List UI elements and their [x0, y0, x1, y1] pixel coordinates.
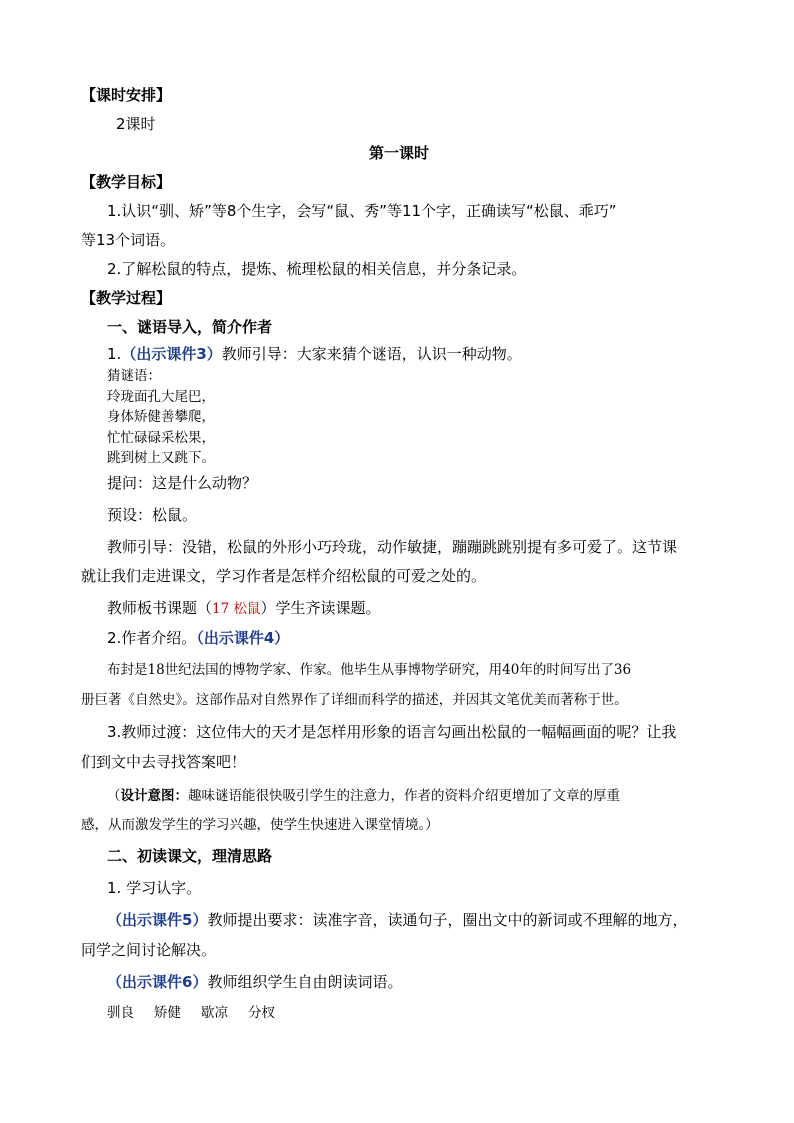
design-text: 趣味谜语能很快吸引学生的注意力，作者的资料介绍更增加了文章的厚重 — [188, 788, 620, 804]
schedule-value: 2课时 — [116, 115, 156, 133]
step-text: 2.作者介绍。 — [107, 629, 197, 647]
goal-item-2: 2.了解松鼠的特点，提炼、梳理松鼠的相关信息，并分条记录。 — [107, 260, 527, 278]
board-post: ）学生齐读课题。 — [260, 599, 381, 617]
author-line-1: 布封是18世纪法国的博物学家、作家。他毕生从事博物学研究，用40年的时间写出了36 — [107, 662, 632, 678]
riddle-line: 猜谜语： — [107, 368, 161, 384]
riddle-line: 身体矫健善攀爬， — [107, 409, 215, 425]
courseware-5-line-1 — [107, 910, 687, 930]
goal-item-1-line-1: 1.认识“驯、矫”等8个生字，会写“鼠、秀”等11个字，正确读写“松鼠、乖巧” — [107, 202, 617, 220]
riddle-line: 跳到树上又跳下。 — [107, 450, 215, 466]
step-number: 1. — [107, 345, 122, 363]
courseware-5-line-2: 同学之间讨论解决。 — [81, 941, 217, 959]
section-1-title: 一、谜语导入，简介作者 — [107, 318, 273, 336]
courseware-5-text: 教师提出要求：读准字音，读通句子，圈出文中的新词或不理解的地方， — [207, 911, 688, 929]
question: 提问：这是什么动物？ — [107, 474, 258, 492]
courseware-tag: （出示课件6） — [107, 973, 208, 991]
vocab-word: 矫健 — [154, 1005, 181, 1021]
vocab-word: 驯良 — [107, 1005, 134, 1021]
courseware-tag: （出示课件4） — [196, 629, 290, 647]
riddle-line: 忙忙碌碌采松果， — [107, 430, 215, 446]
riddle-line: 玲珑面孔大尾巴， — [107, 389, 215, 405]
lesson-title: 第一课时 — [369, 144, 430, 162]
design-intent-line-2: 感，从而激发学生的学习兴趣，使学生快速进入课堂情境。） — [81, 817, 439, 833]
courseware-tag: （出示课件5） — [107, 911, 208, 929]
author-line-2: 册巨著《自然史》。这部作品对自然界作了详细而科学的描述，并因其文笔优美而著称于世。 — [81, 692, 628, 708]
board-pre: 教师板书课题（ — [107, 599, 213, 617]
design-intent-line-1 — [107, 786, 620, 806]
step-text: 教师引导：大家来猜个谜语，认识一种动物。 — [221, 345, 522, 363]
guide-line-1: 教师引导：没错，松鼠的外形小巧玲珑，动作敏捷，蹦蹦跳跳别提有多可爱了。这节课 — [107, 538, 678, 556]
vocab-row — [107, 1003, 275, 1023]
courseware-6-line — [107, 972, 402, 992]
step-3-line-2: 们到文中去寻找答案吧！ — [81, 753, 247, 771]
preset-answer: 预设：松鼠。 — [107, 506, 198, 524]
board-title-line — [107, 598, 381, 619]
courseware-tag: （出示课件3） — [121, 345, 222, 363]
process-heading: 【教学过程】 — [81, 289, 172, 307]
section-2-title: 二、初读课文，理清思路 — [107, 847, 273, 865]
board-lesson-title: 17 松鼠 — [212, 601, 261, 617]
schedule-heading: 【课时安排】 — [81, 86, 172, 104]
design-label: 设计意图： — [120, 788, 188, 804]
section-1-step-1 — [107, 344, 522, 364]
courseware-6-text: 教师组织学生自由朗读词语。 — [207, 973, 403, 991]
step-3-line-1: 3.教师过渡：这位伟大的天才是怎样用形象的语言勾画出松鼠的一幅幅画面的呢？让我 — [107, 723, 677, 741]
section-1-step-2 — [107, 628, 289, 648]
guide-line-2: 就让我们走进课文，学习作者是怎样介绍松鼠的可爱之处的。 — [81, 567, 487, 585]
design-open: （ — [107, 788, 121, 804]
goal-item-1-line-2: 等13个词语。 — [81, 231, 176, 249]
vocab-word: 分杈 — [248, 1005, 275, 1021]
section-2-step-1: 1. 学习认字。 — [107, 879, 202, 897]
goals-heading: 【教学目标】 — [81, 173, 172, 191]
vocab-word: 歇凉 — [201, 1005, 228, 1021]
